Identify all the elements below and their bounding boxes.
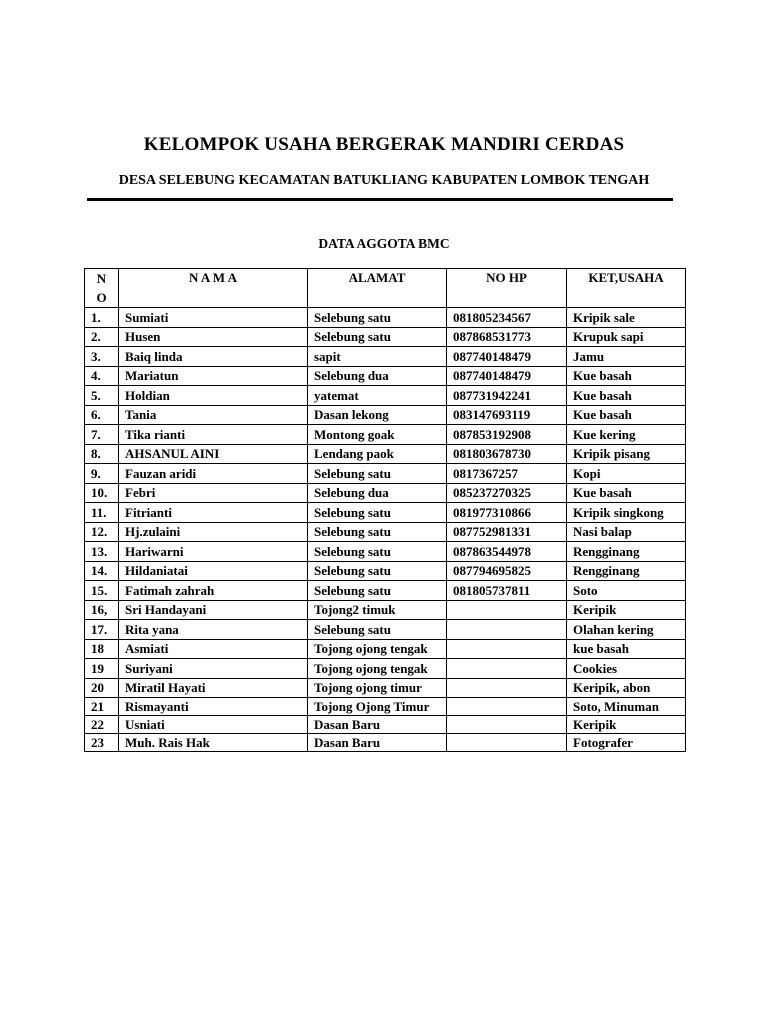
header-rule [87, 198, 673, 201]
table-row [85, 347, 686, 367]
row-ket-usaha: Nasi balap [567, 522, 686, 542]
table-row [85, 327, 686, 347]
members-table [84, 268, 686, 752]
row-nama: Febri [119, 483, 308, 503]
row-alamat: Tojong ojong tengak [308, 639, 447, 659]
table-row [85, 678, 686, 698]
row-nama: Hildaniatai [119, 561, 308, 581]
header-no-line1: N [96, 271, 107, 286]
row-no-hp [447, 716, 567, 734]
row-no: 1. [85, 308, 119, 328]
row-no: 16, [85, 600, 119, 620]
row-no: 18 [85, 639, 119, 659]
row-alamat: Tojong Ojong Timur [308, 698, 447, 716]
row-alamat: Tojong ojong tengak [308, 659, 447, 679]
table-row [85, 522, 686, 542]
row-alamat: Tojong2 timuk [308, 600, 447, 620]
row-no-hp: 087868531773 [447, 327, 567, 347]
row-ket-usaha: Fotografer [567, 734, 686, 752]
row-nama: Hariwarni [119, 542, 308, 562]
table-row [85, 405, 686, 425]
row-ket-usaha: Rengginang [567, 542, 686, 562]
row-alamat: sapit [308, 347, 447, 367]
row-ket-usaha: Kue basah [567, 386, 686, 406]
row-nama: Tania [119, 405, 308, 425]
row-ket-usaha: Soto, Minuman [567, 698, 686, 716]
table-row [85, 639, 686, 659]
table-row [85, 734, 686, 752]
table-body [85, 308, 686, 752]
row-nama: Tika rianti [119, 425, 308, 445]
row-no-hp [447, 698, 567, 716]
table-row [85, 561, 686, 581]
row-no: 15. [85, 581, 119, 601]
row-no: 22 [85, 716, 119, 734]
row-alamat: Selebung satu [308, 620, 447, 640]
row-alamat: Selebung satu [308, 503, 447, 523]
row-no-hp [447, 734, 567, 752]
row-ket-usaha: Soto [567, 581, 686, 601]
document-subtitle: DESA SELEBUNG KECAMATAN BATUKLIANG KABUPATEN LOMBOK TENGAH [118, 173, 650, 188]
row-alamat: Tojong ojong timur [308, 678, 447, 698]
table-row [85, 483, 686, 503]
row-alamat: Montong goak [308, 425, 447, 445]
row-ket-usaha: Kripik sale [567, 308, 686, 328]
table-row [85, 698, 686, 716]
table-row [85, 425, 686, 445]
row-alamat: yatemat [308, 386, 447, 406]
section-title: DATA AGGOTA BMC [318, 236, 450, 251]
row-no: 3. [85, 347, 119, 367]
table-header-row [85, 269, 686, 308]
row-nama: Miratil Hayati [119, 678, 308, 698]
table-row [85, 366, 686, 386]
table-row [85, 386, 686, 406]
row-alamat: Dasan lekong [308, 405, 447, 425]
row-alamat: Selebung dua [308, 483, 447, 503]
row-no: 9. [85, 464, 119, 484]
row-nama: Suriyani [119, 659, 308, 679]
row-no: 19 [85, 659, 119, 679]
header-no [85, 269, 119, 308]
row-ket-usaha: Rengginang [567, 561, 686, 581]
row-nama: Muh. Rais Hak [119, 734, 308, 752]
row-ket-usaha: Kue basah [567, 405, 686, 425]
row-no-hp: 087740148479 [447, 347, 567, 367]
table-row [85, 503, 686, 523]
row-no-hp: 081977310866 [447, 503, 567, 523]
table-row [85, 464, 686, 484]
row-no-hp [447, 600, 567, 620]
row-no: 6. [85, 405, 119, 425]
row-ket-usaha: Kripik singkong [567, 503, 686, 523]
row-alamat: Selebung satu [308, 581, 447, 601]
row-no-hp: 081803678730 [447, 444, 567, 464]
row-nama: Fauzan aridi [119, 464, 308, 484]
header-no-line2: O [96, 290, 107, 305]
table-row [85, 620, 686, 640]
row-nama: Rismayanti [119, 698, 308, 716]
row-no: 10. [85, 483, 119, 503]
row-alamat: Selebung satu [308, 327, 447, 347]
row-no: 14. [85, 561, 119, 581]
row-no-hp: 087863544978 [447, 542, 567, 562]
row-nama: Mariatun [119, 366, 308, 386]
row-no: 11. [85, 503, 119, 523]
row-ket-usaha: Olahan kering [567, 620, 686, 640]
header-ket-usaha: KET,USAHA [567, 269, 686, 308]
header-alamat: ALAMAT [308, 269, 447, 308]
row-ket-usaha: Keripik, abon [567, 678, 686, 698]
row-ket-usaha: Kripik pisang [567, 444, 686, 464]
row-no-hp: 083147693119 [447, 405, 567, 425]
row-ket-usaha: Cookies [567, 659, 686, 679]
row-no-hp: 087853192908 [447, 425, 567, 445]
row-no-hp [447, 659, 567, 679]
document-title: KELOMPOK USAHA BERGERAK MANDIRI CERDAS [143, 134, 625, 155]
row-alamat: Selebung satu [308, 522, 447, 542]
row-no: 5. [85, 386, 119, 406]
row-no-hp: 081805234567 [447, 308, 567, 328]
row-no-hp: 0817367257 [447, 464, 567, 484]
row-ket-usaha: Kopi [567, 464, 686, 484]
row-ket-usaha: Krupuk sapi [567, 327, 686, 347]
row-no: 4. [85, 366, 119, 386]
row-no-hp [447, 620, 567, 640]
row-nama: Sri Handayani [119, 600, 308, 620]
table-row [85, 600, 686, 620]
row-ket-usaha: kue basah [567, 639, 686, 659]
row-nama: Fatimah zahrah [119, 581, 308, 601]
row-ket-usaha: Keripik [567, 600, 686, 620]
row-no-hp: 081805737811 [447, 581, 567, 601]
row-no-hp: 087731942241 [447, 386, 567, 406]
row-nama: AHSANUL AINI [119, 444, 308, 464]
table-row [85, 308, 686, 328]
row-no: 12. [85, 522, 119, 542]
table-row [85, 716, 686, 734]
row-no: 23 [85, 734, 119, 752]
row-no-hp [447, 678, 567, 698]
row-alamat: Selebung satu [308, 308, 447, 328]
header-no-hp: NO HP [447, 269, 567, 308]
row-alamat: Selebung satu [308, 542, 447, 562]
row-nama: Rita yana [119, 620, 308, 640]
row-nama: Fitrianti [119, 503, 308, 523]
row-ket-usaha: Keripik [567, 716, 686, 734]
row-no-hp: 087752981331 [447, 522, 567, 542]
table-row [85, 659, 686, 679]
row-no: 2. [85, 327, 119, 347]
row-nama: Holdian [119, 386, 308, 406]
row-no: 20 [85, 678, 119, 698]
row-alamat: Selebung dua [308, 366, 447, 386]
row-no-hp: 087794695825 [447, 561, 567, 581]
table-row [85, 444, 686, 464]
row-ket-usaha: Kue kering [567, 425, 686, 445]
row-no: 7. [85, 425, 119, 445]
row-no: 21 [85, 698, 119, 716]
row-no: 8. [85, 444, 119, 464]
row-no: 13. [85, 542, 119, 562]
row-alamat: Dasan Baru [308, 734, 447, 752]
row-no-hp: 087740148479 [447, 366, 567, 386]
row-ket-usaha: Kue basah [567, 483, 686, 503]
row-alamat: Selebung satu [308, 464, 447, 484]
row-nama: Husen [119, 327, 308, 347]
row-ket-usaha: Kue basah [567, 366, 686, 386]
row-no-hp: 085237270325 [447, 483, 567, 503]
row-nama: Sumiati [119, 308, 308, 328]
row-ket-usaha: Jamu [567, 347, 686, 367]
row-alamat: Lendang paok [308, 444, 447, 464]
row-no: 17. [85, 620, 119, 640]
row-alamat: Selebung satu [308, 561, 447, 581]
row-alamat: Dasan Baru [308, 716, 447, 734]
row-nama: Asmiati [119, 639, 308, 659]
header-nama: N A M A [119, 269, 308, 308]
table-row [85, 581, 686, 601]
row-no-hp [447, 639, 567, 659]
row-nama: Hj.zulaini [119, 522, 308, 542]
table-row [85, 542, 686, 562]
row-nama: Usniati [119, 716, 308, 734]
row-nama: Baiq linda [119, 347, 308, 367]
